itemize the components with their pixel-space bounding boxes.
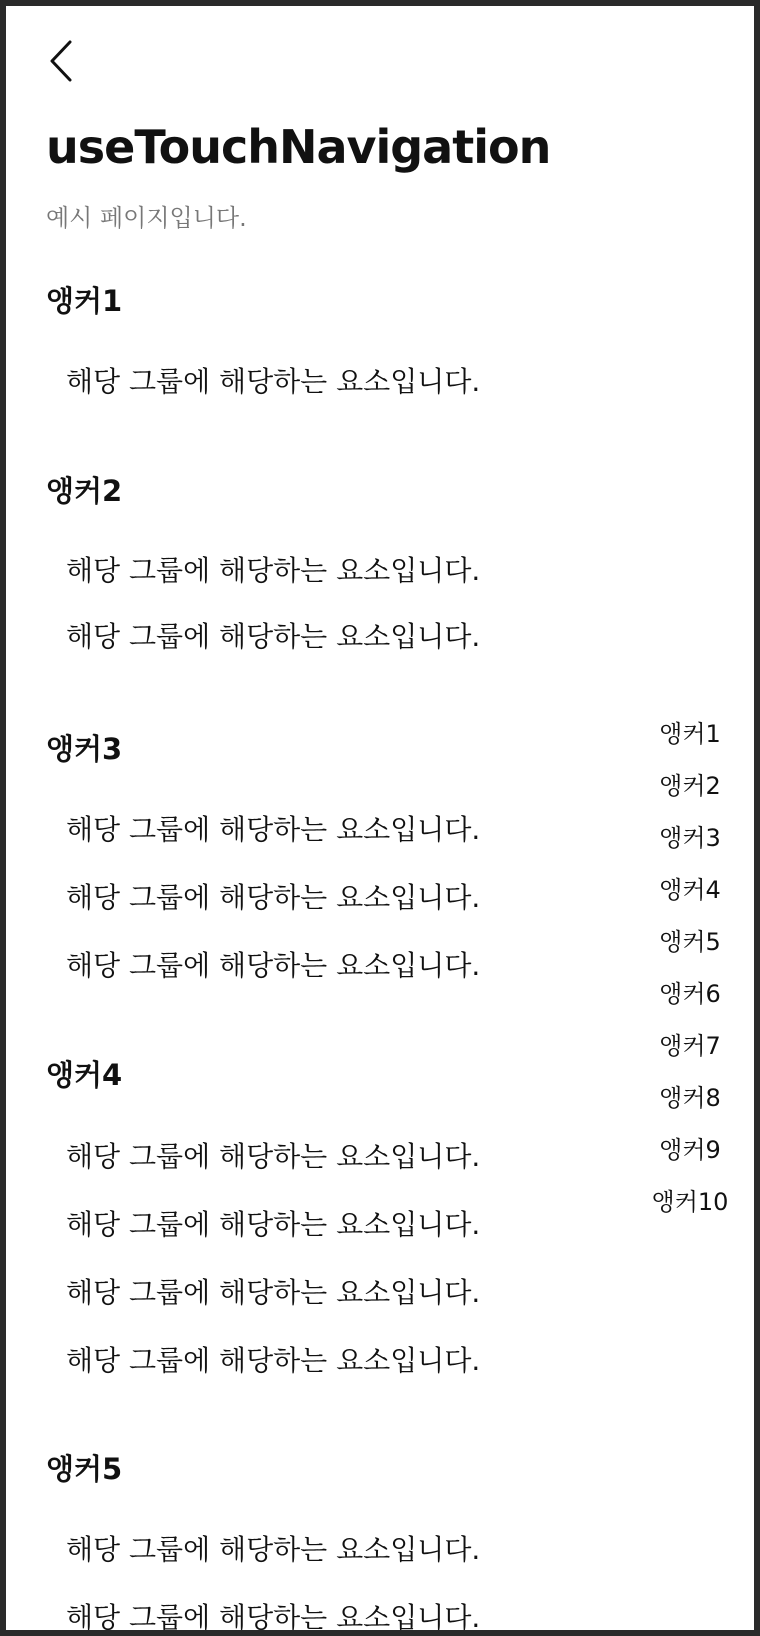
app-frame <box>6 6 754 1630</box>
group-heading: 앵커4 <box>46 1058 123 1092</box>
anchor-link-1[interactable]: 앵커1 <box>659 720 721 748</box>
page-subtitle: 예시 페이지입니다. <box>46 204 247 232</box>
group-item: 해당 그룹에 해당하는 요소입니다. <box>66 1208 481 1241</box>
anchor-link-10[interactable]: 앵커10 <box>651 1188 729 1216</box>
chevron-left-icon <box>46 36 86 86</box>
anchor-link-3[interactable]: 앵커3 <box>659 824 721 852</box>
page-title: useTouchNavigation <box>46 120 551 174</box>
anchor-link-5[interactable]: 앵커5 <box>659 928 721 956</box>
group-item: 해당 그룹에 해당하는 요소입니다. <box>66 1344 481 1377</box>
group-item: 해당 그룹에 해당하는 요소입니다. <box>66 1140 481 1173</box>
group-heading: 앵커1 <box>46 284 123 318</box>
group-item: 해당 그룹에 해당하는 요소입니다. <box>66 620 481 653</box>
group-item: 해당 그룹에 해당하는 요소입니다. <box>66 1276 481 1309</box>
anchor-nav <box>640 708 740 1228</box>
group-item: 해당 그룹에 해당하는 요소입니다. <box>66 881 481 914</box>
group-heading: 앵커2 <box>46 474 123 508</box>
group-item: 해당 그룹에 해당하는 요소입니다. <box>66 365 481 398</box>
group-item: 해당 그룹에 해당하는 요소입니다. <box>66 813 481 846</box>
group-heading: 앵커5 <box>46 1452 123 1486</box>
anchor-link-9[interactable]: 앵커9 <box>659 1136 721 1164</box>
group-item: 해당 그룹에 해당하는 요소입니다. <box>66 554 481 587</box>
group-item: 해당 그룹에 해당하는 요소입니다. <box>66 949 481 982</box>
anchor-link-2[interactable]: 앵커2 <box>659 772 721 800</box>
back-button[interactable] <box>46 36 86 86</box>
group-item: 해당 그룹에 해당하는 요소입니다. <box>66 1601 481 1630</box>
anchor-link-4[interactable]: 앵커4 <box>659 876 721 904</box>
anchor-link-7[interactable]: 앵커7 <box>659 1032 721 1060</box>
anchor-link-6[interactable]: 앵커6 <box>659 980 721 1008</box>
anchor-link-8[interactable]: 앵커8 <box>659 1084 721 1112</box>
group-item: 해당 그룹에 해당하는 요소입니다. <box>66 1533 481 1566</box>
group-heading: 앵커3 <box>46 732 123 766</box>
